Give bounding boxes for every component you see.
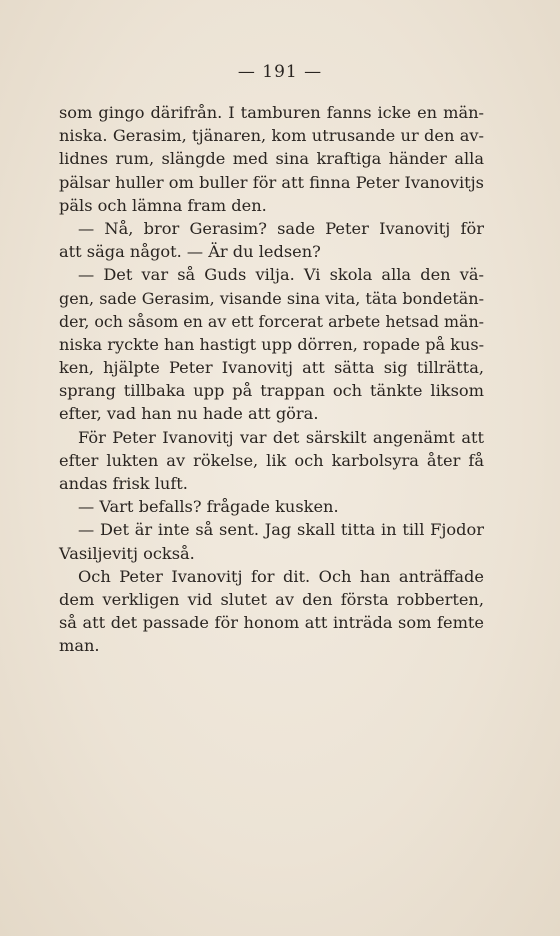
text-line: För Peter Ivanovitj var det särskilt angenämt att — [78, 427, 484, 447]
text-line: som gingo därifrån. I tamburen fanns icke en män- — [59, 103, 484, 122]
text-line: der, och såsom en av ett forcerat arbete hetsad män- — [59, 311, 484, 331]
text-line: Och Peter Ivanovitj for dit. Och han anträffade — [78, 566, 484, 586]
text-line: dem verkligen vid slutet av den första robberten, — [59, 589, 484, 609]
text-line: sprang tillbaka upp på trappan och tänkte liksom — [59, 381, 484, 401]
text-line: andas frisk luft. — [59, 474, 188, 493]
text-line: ken, hjälpte Peter Ivanovitj att sätta sig tillrätta, — [59, 358, 484, 378]
text-line: pälsar huller om buller för att finna Peter Ivanovitjs — [59, 172, 484, 192]
text-line: man. — [59, 636, 100, 656]
text-line: niska ryckte han hastigt upp dörren, ropade på kus- — [59, 334, 485, 354]
text-line: päls och lämna fram den. — [59, 195, 267, 215]
text-line: — Det var så Guds vilja. Vi skola alla den vä- — [78, 265, 484, 285]
text-line: att säga något. — Är du ledsen? — [59, 242, 321, 262]
text-line: efter, vad han nu hade att göra. — [59, 404, 319, 424]
text-line: gen, sade Gerasim, visande sina vita, täta bondetän- — [59, 288, 484, 308]
text-line: lidnes rum, slängde med sina kraftiga händer alla — [59, 149, 484, 169]
text-line: så att det passade för honom att inträda som femte — [59, 613, 484, 633]
page-number: — 191 — — [237, 62, 323, 82]
text-line: — Nå, bror Gerasim? sade Peter Ivanovitj för — [78, 218, 484, 238]
text-line: — Vart befalls? frågade kusken. — [78, 497, 339, 517]
text-line: niska. Gerasim, tjänaren, kom utrusande ur den av- — [59, 126, 484, 146]
text-line: Vasiljevitj också. — [59, 543, 195, 563]
text-line: — Det är inte så sent. Jag skall titta in till Fjodor — [78, 520, 484, 540]
text-line: efter lukten av rökelse, lik och karbolsyra åter få — [59, 450, 484, 470]
body-text — [59, 101, 484, 658]
